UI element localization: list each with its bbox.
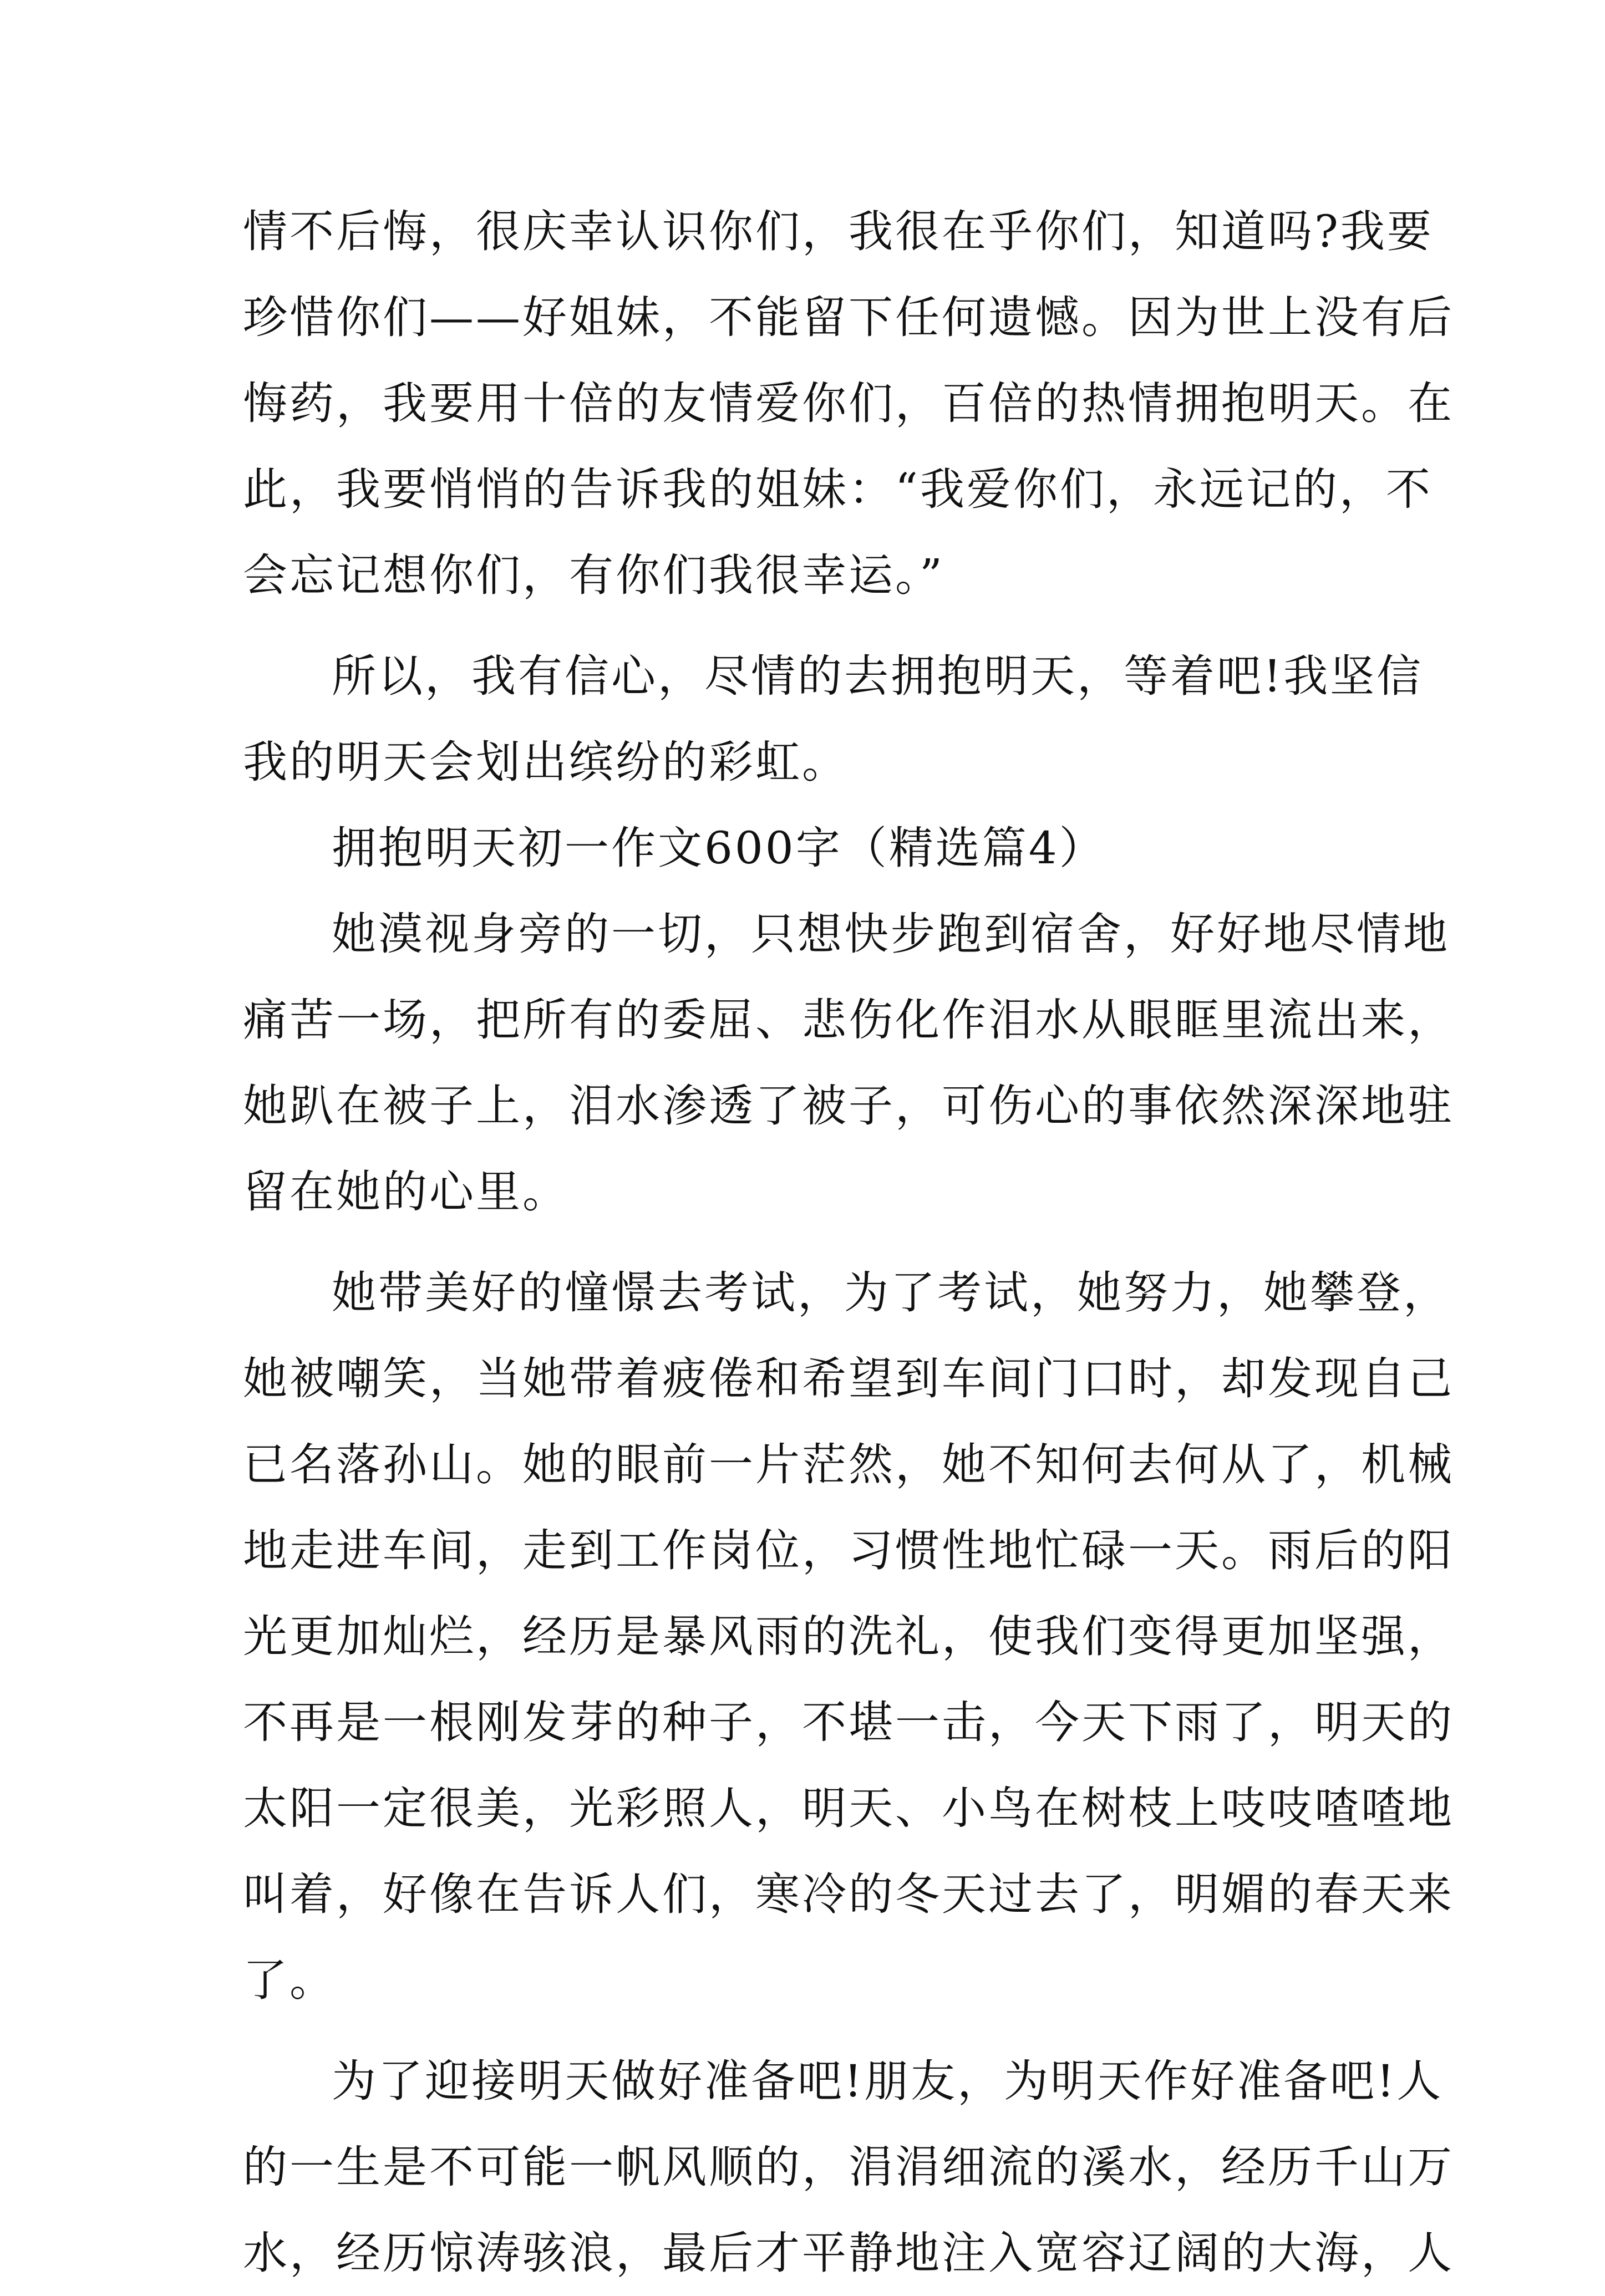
- text-line: 我的明天会划出缤纷的彩虹。: [243, 736, 849, 788]
- paragraph: [243, 633, 1424, 805]
- text-line: 光更加灿烂，经历是暴风雨的洗礼，使我们变得更加坚强，: [243, 1611, 1454, 1662]
- text-line: 悔药，我要用十倍的友情爱你们，百倍的热情拥抱明天。在: [243, 378, 1454, 429]
- text-line: 珍惜你们——好姐妹，不能留下任何遗憾。因为世上没有后: [243, 292, 1454, 343]
- paragraph: [243, 1250, 1454, 2023]
- text-line: 此，我要悄悄的告诉我的姐妹：“我爱你们，永远记的，不: [243, 464, 1433, 515]
- section-heading: [243, 805, 1374, 891]
- text-line: 她被嘲笑，当她带着疲倦和希望到车间门口时，却发现自己: [243, 1353, 1454, 1404]
- text-line: 会忘记想你们，有你们我很幸运。”: [243, 549, 944, 601]
- heading-text: 拥抱明天初一作文600字（精选篇4）: [332, 822, 1106, 874]
- text-line: 她带美好的憧憬去考试，为了考试，她努力，她攀登，: [332, 1267, 1450, 1318]
- document-body: [243, 189, 1454, 2296]
- text-line: 不再是一根刚发芽的种子，不堪一击，今天下雨了，明天的: [243, 1697, 1454, 1748]
- paragraph: [243, 2038, 1454, 2296]
- text-line: 的一生是不可能一帆风顺的，涓涓细流的溪水，经历千山万: [243, 2141, 1454, 2193]
- text-line: 太阳一定很美，光彩照人，明天、小鸟在树枝上吱吱喳喳地: [243, 1783, 1454, 1834]
- text-line: 为了迎接明天做好准备吧!朋友，为明天作好准备吧!人: [332, 2055, 1444, 2107]
- text-line: 痛苦一场，把所有的委屈、悲伤化作泪水从眼眶里流出来，: [243, 994, 1454, 1046]
- text-line: 她漠视身旁的一切，只想快步跑到宿舍，好好地尽情地: [332, 908, 1450, 960]
- paragraph: [243, 891, 1454, 1235]
- text-line: 所以，我有信心，尽情的去拥抱明天，等着吧!我坚信: [332, 650, 1424, 702]
- text-line: 情不后悔，很庆幸认识你们，我很在乎你们，知道吗?我要: [243, 206, 1434, 257]
- text-line: 留在她的心里。: [243, 1166, 569, 1218]
- text-line: 已名落孙山。她的眼前一片茫然，她不知何去何从了，机械: [243, 1439, 1454, 1490]
- text-line: 了。: [243, 1954, 336, 2006]
- text-line: 叫着，好像在告诉人们，寒冷的冬天过去了，明媚的春天来: [243, 1869, 1454, 1920]
- text-line: 地走进车间，走到工作岗位，习惯性地忙碌一天。雨后的阳: [243, 1525, 1454, 1576]
- text-line: 水，经历惊涛骇浪，最后才平静地注入宽容辽阔的大海，人: [243, 2227, 1454, 2279]
- paragraph-continuation: [243, 189, 1454, 618]
- text-line: 她趴在被子上，泪水渗透了被子，可伤心的事依然深深地驻: [243, 1080, 1454, 1132]
